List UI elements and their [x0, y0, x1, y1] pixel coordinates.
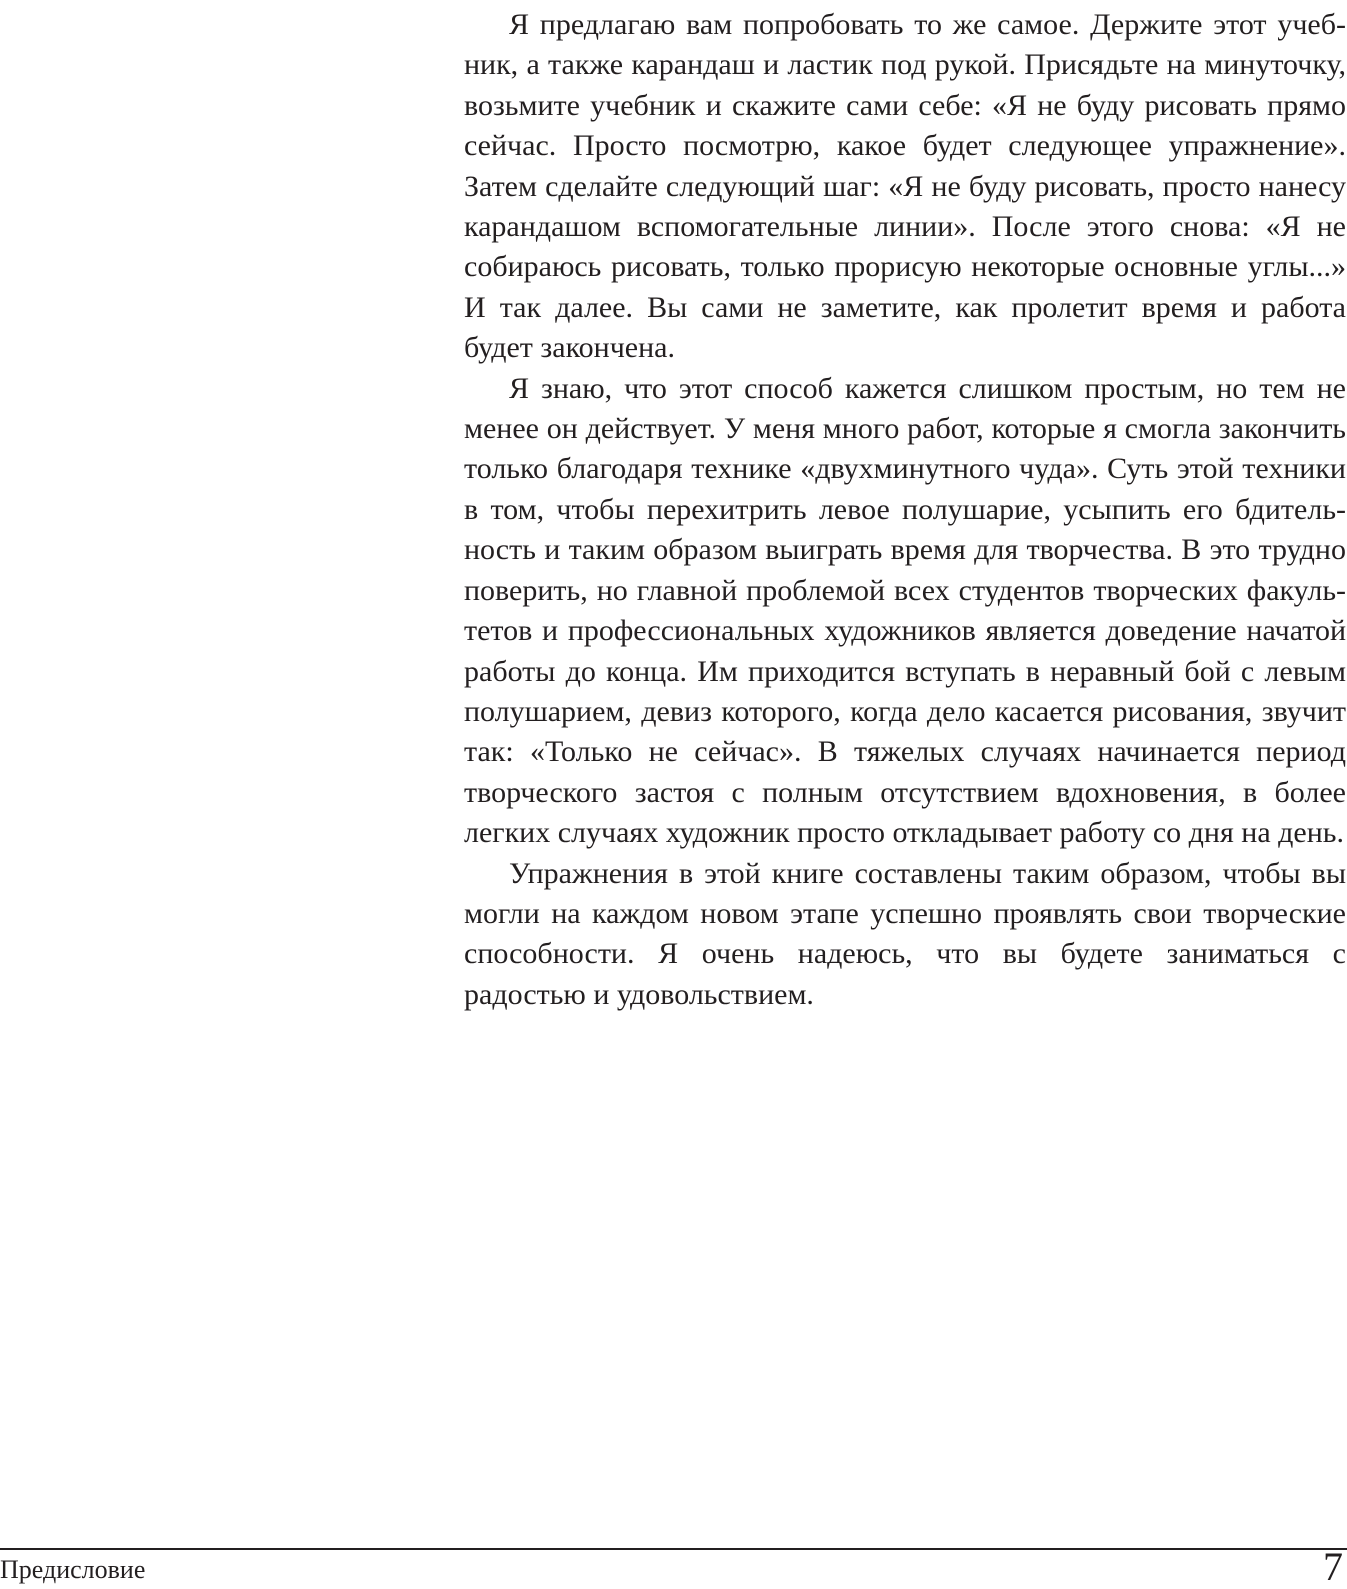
page-number: 7	[1323, 1544, 1343, 1589]
running-footer-title: Предисловие	[0, 1555, 146, 1584]
paragraph-2: Я знаю, что этот способ кажется слишком простым, но тем не менее он действует. У меня много работ, которые я смогла закончить только благодаря технике «двухминутного чуда». Суть этой техники в том, чтобы перехитрить левое полушарие, усыпить его бдительность и таким образом выиграть время для творчества. В это трудно поверить, но главной проблемой всех студентов творческих факультетов и профессиональных художников является доведение начатой работы до конца. Им приходится вступать в неравный бой с левым полушарием, девиз которого, когда дело касается рисования, звучит так: «Только не сейчас». В тяжелых случаях начинается период творческого застоя с полным отсутствием вдохновения, в более легких случаях художник просто откладывает работу со дня на день.	[464, 371, 1346, 850]
footer-divider	[0, 1548, 1347, 1550]
body-text	[464, 5, 1346, 1015]
paragraph-1: Я предлагаю вам попробовать то же самое. Держите этот учебник, а также карандаш и ластик под рукой. Присядьте на минуточку, возьмите учебник и скажите сами себе: «Я не буду рисовать прямо сейчас. Просто посмотрю, какое будет следующее упражнение». Затем сделайте следующий шаг: «Я не буду рисовать, просто нанесу карандашом вспомогательные линии». После этого снова: «Я не собираюсь рисовать, только прорисую некоторые основные углы...» И так далее. Вы сами не заметите, как пролетит время и работа будет закончена.	[464, 8, 1346, 365]
paragraph-3: Упражнения в этой книге составлены таким образом, чтобы вы могли на каждом новом этапе успешно проявлять свои творческие способности. Я очень надеюсь, что вы будете заниматься с радостью и удовольствием.	[464, 856, 1346, 1011]
